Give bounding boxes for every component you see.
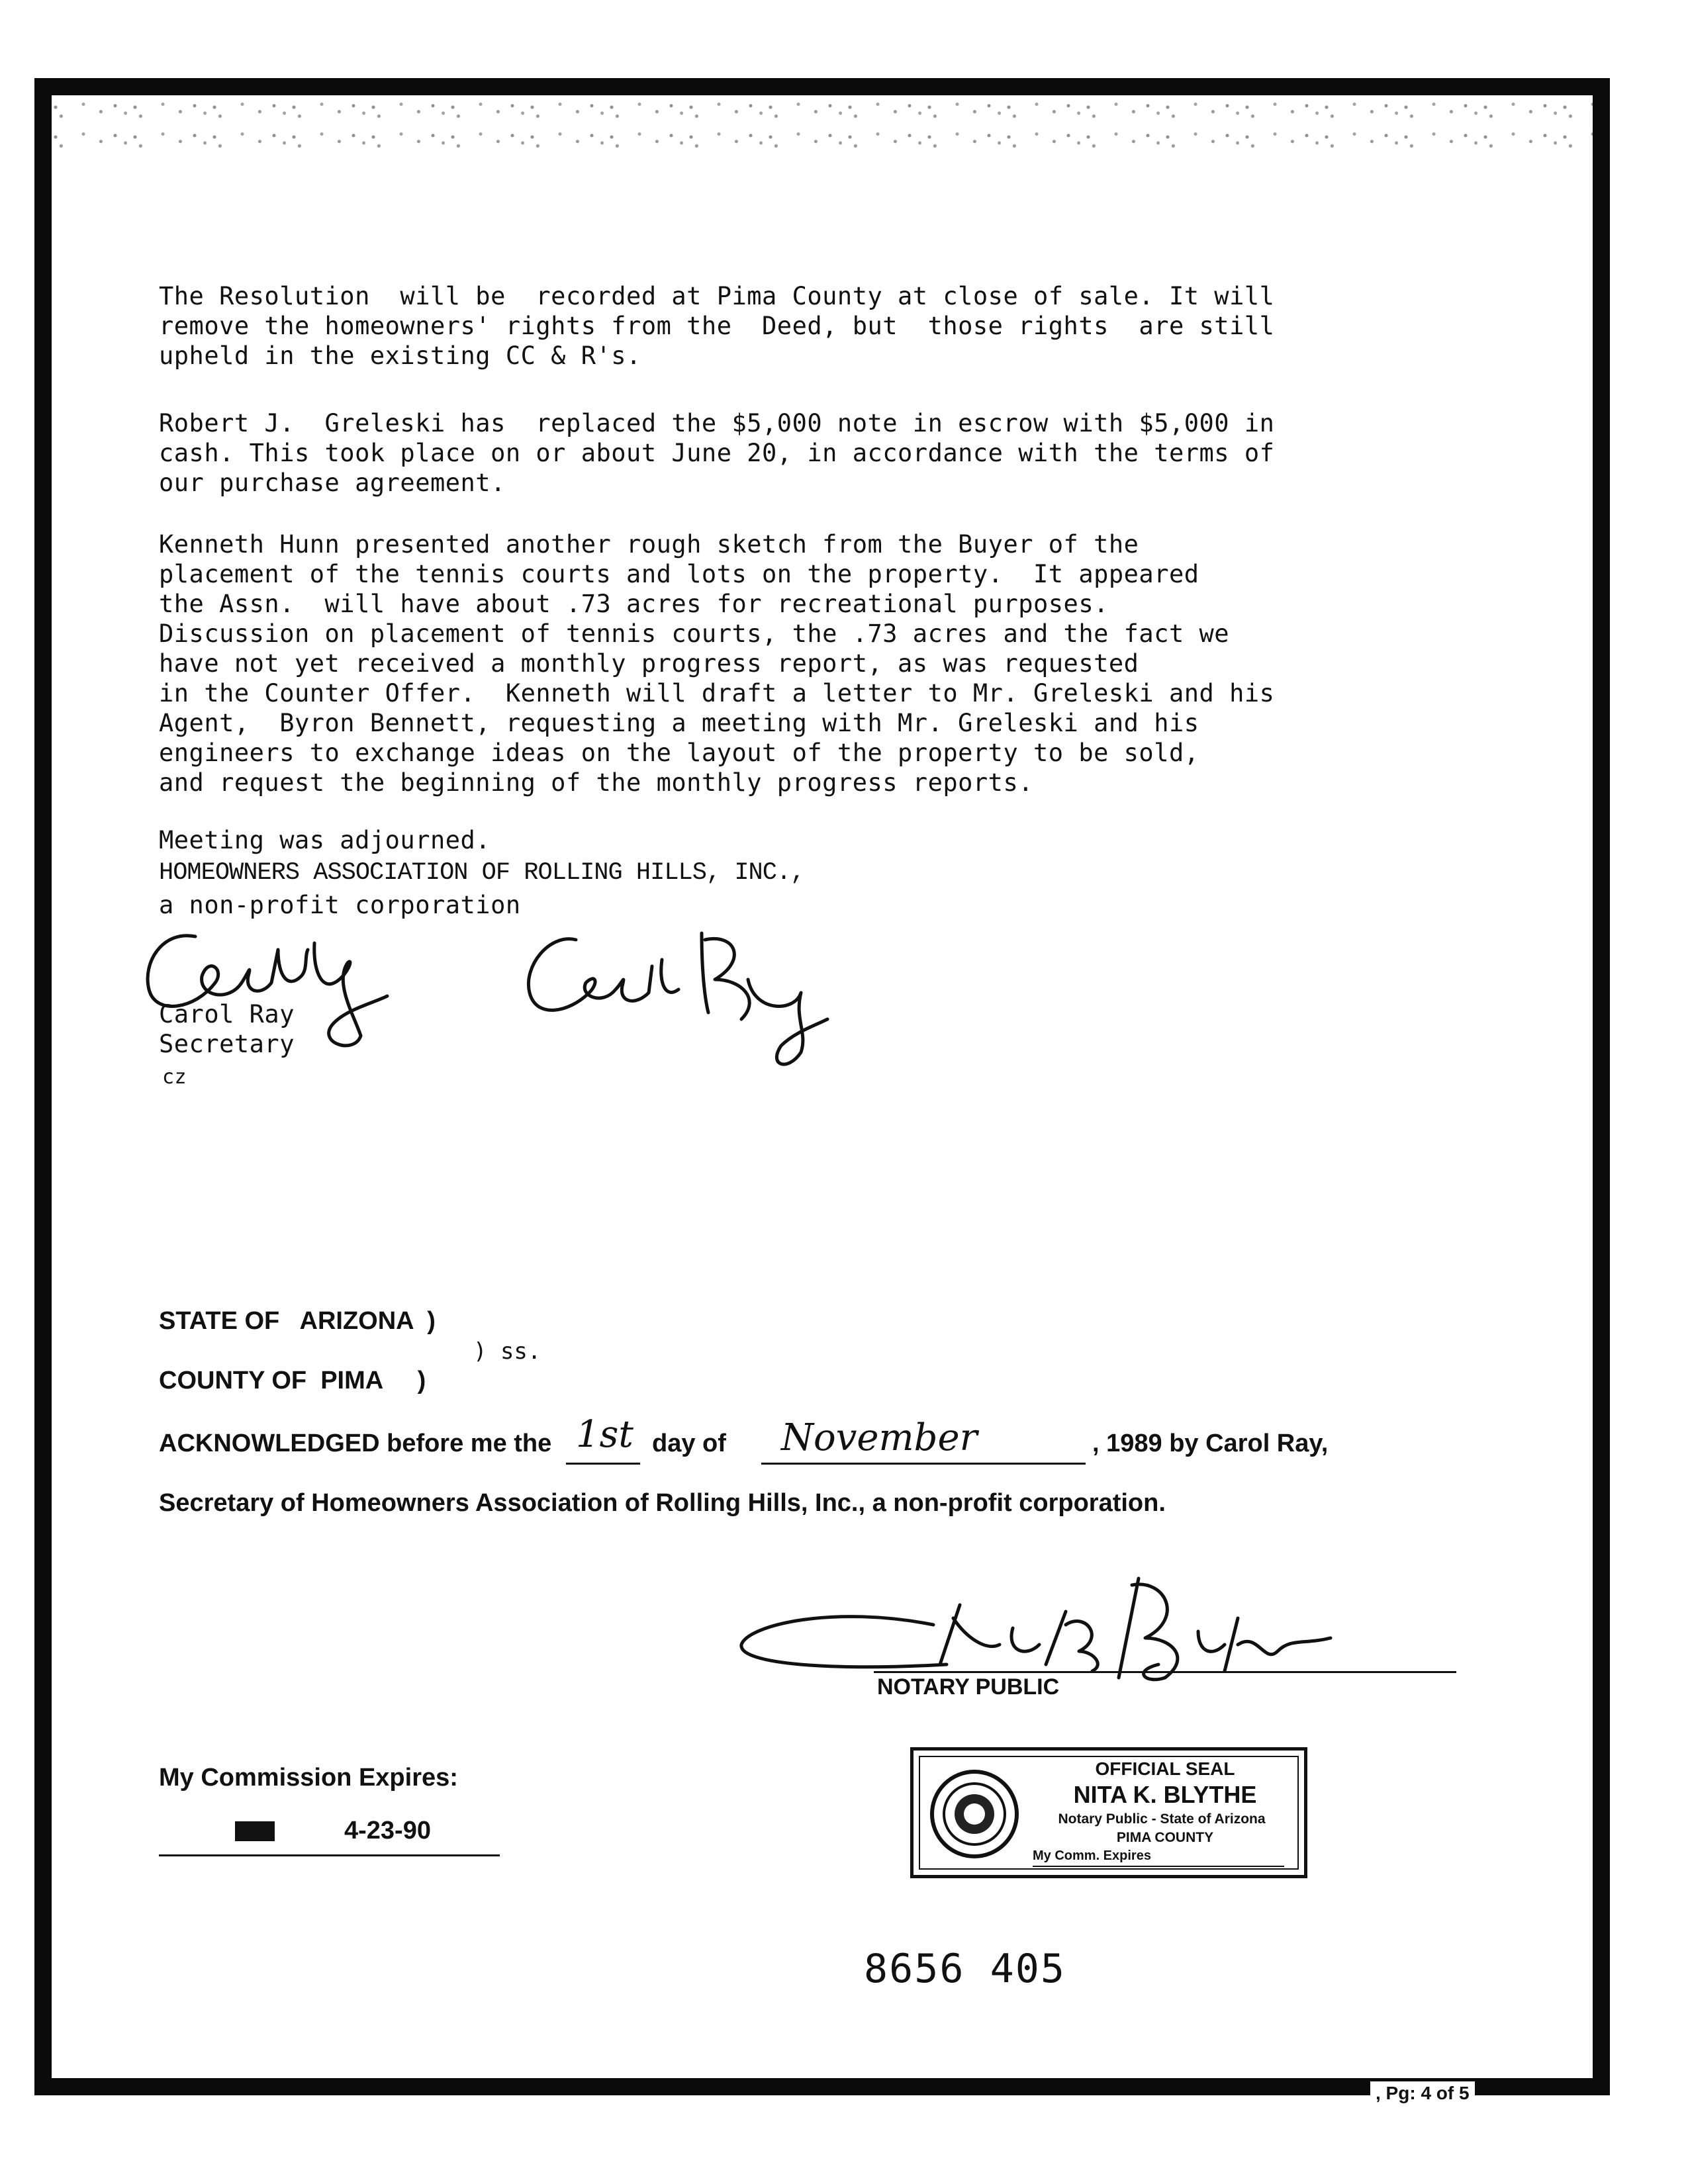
ack-month: November <box>781 1416 978 1459</box>
org-name: HOMEOWNERS ASSOCIATION OF ROLLING HILLS, INC., <box>159 859 805 887</box>
redaction-mark <box>235 1821 275 1841</box>
seal-line-county: PIMA COUNTY <box>1116 1830 1214 1845</box>
paragraph-tennis-courts: Kenneth Hunn presented another rough sketch from the Buyer of the placement of the tennis courts and lots on the property. It appeared the Assn. will have about .73 acres for recreational purposes. Discussion on placement of tennis courts, the .73 acres and the fact we have not yet received a monthly progress report, as was requested in the Counter Offer. Kenneth will draft a letter to Mr. Greleski and his Agent, Byron Bennett, requesting a meeting with Mr. Greleski and his engineers to exchange ideas on the layout of the property to be sold, and request the beginning of the monthly progress reports. <box>159 530 1275 797</box>
commission-underline <box>159 1854 500 1856</box>
ack-prefix: ACKNOWLEDGED before me the <box>159 1430 552 1457</box>
typist-initials: cz <box>162 1066 187 1089</box>
ack-day-of: day of <box>652 1430 726 1457</box>
signer-name: Carol Ray <box>159 1000 295 1028</box>
commission-label: My Commission Expires: <box>159 1764 458 1792</box>
document-number: 8656 405 <box>864 1946 1066 1992</box>
secretary-signature-2 <box>516 920 847 1079</box>
ack-line2: Secretary of Homeowners Association of Rolling Hills, Inc., a non-profit corporation. <box>159 1489 1166 1517</box>
seal-line-name: NITA K. BLYTHE <box>1073 1781 1257 1808</box>
official-seal-stamp <box>910 1747 1307 1878</box>
org-type: a non-profit corporation <box>159 891 521 919</box>
signer-title: Secretary <box>159 1030 295 1058</box>
document-border <box>34 78 1610 2095</box>
ack-suffix: , 1989 by Carol Ray, <box>1092 1430 1329 1457</box>
state-seal-icon <box>928 1768 1021 1860</box>
state-label: STATE OF ARIZONA ) <box>159 1307 436 1335</box>
ss-label: ) ss. <box>473 1338 541 1365</box>
seal-line-notary: Notary Public - State of Arizona <box>1058 1811 1266 1827</box>
adjourned-text: Meeting was adjourned. <box>159 826 491 854</box>
page-indicator: , Pg: 4 of 5 <box>1370 2081 1475 2105</box>
notary-public-label: NOTARY PUBLIC <box>877 1674 1060 1700</box>
notary-signature-line <box>874 1671 1456 1673</box>
paragraph-escrow: Robert J. Greleski has replaced the $5,000 note in escrow with $5,000 in cash. This took place on or about June 20, in accordance with the terms of our purchase agreement. <box>159 409 1275 497</box>
ack-day: 1st <box>576 1413 633 1456</box>
day-underline <box>566 1463 640 1465</box>
seal-line-expires: My Comm. Expires <box>1033 1848 1151 1863</box>
county-label: COUNTY OF PIMA ) <box>159 1367 426 1394</box>
paragraph-resolution: The Resolution will be recorded at Pima County at close of sale. It will remove the homeowners' rights from the Deed, but those rights are still upheld in the existing CC & R's. <box>159 282 1275 370</box>
seal-line-official: OFFICIAL SEAL <box>1095 1758 1235 1779</box>
scan-noise <box>52 95 1593 155</box>
seal-expires-line <box>1033 1866 1284 1867</box>
month-underline <box>761 1463 1086 1465</box>
commission-date: 4-23-90 <box>344 1817 431 1844</box>
